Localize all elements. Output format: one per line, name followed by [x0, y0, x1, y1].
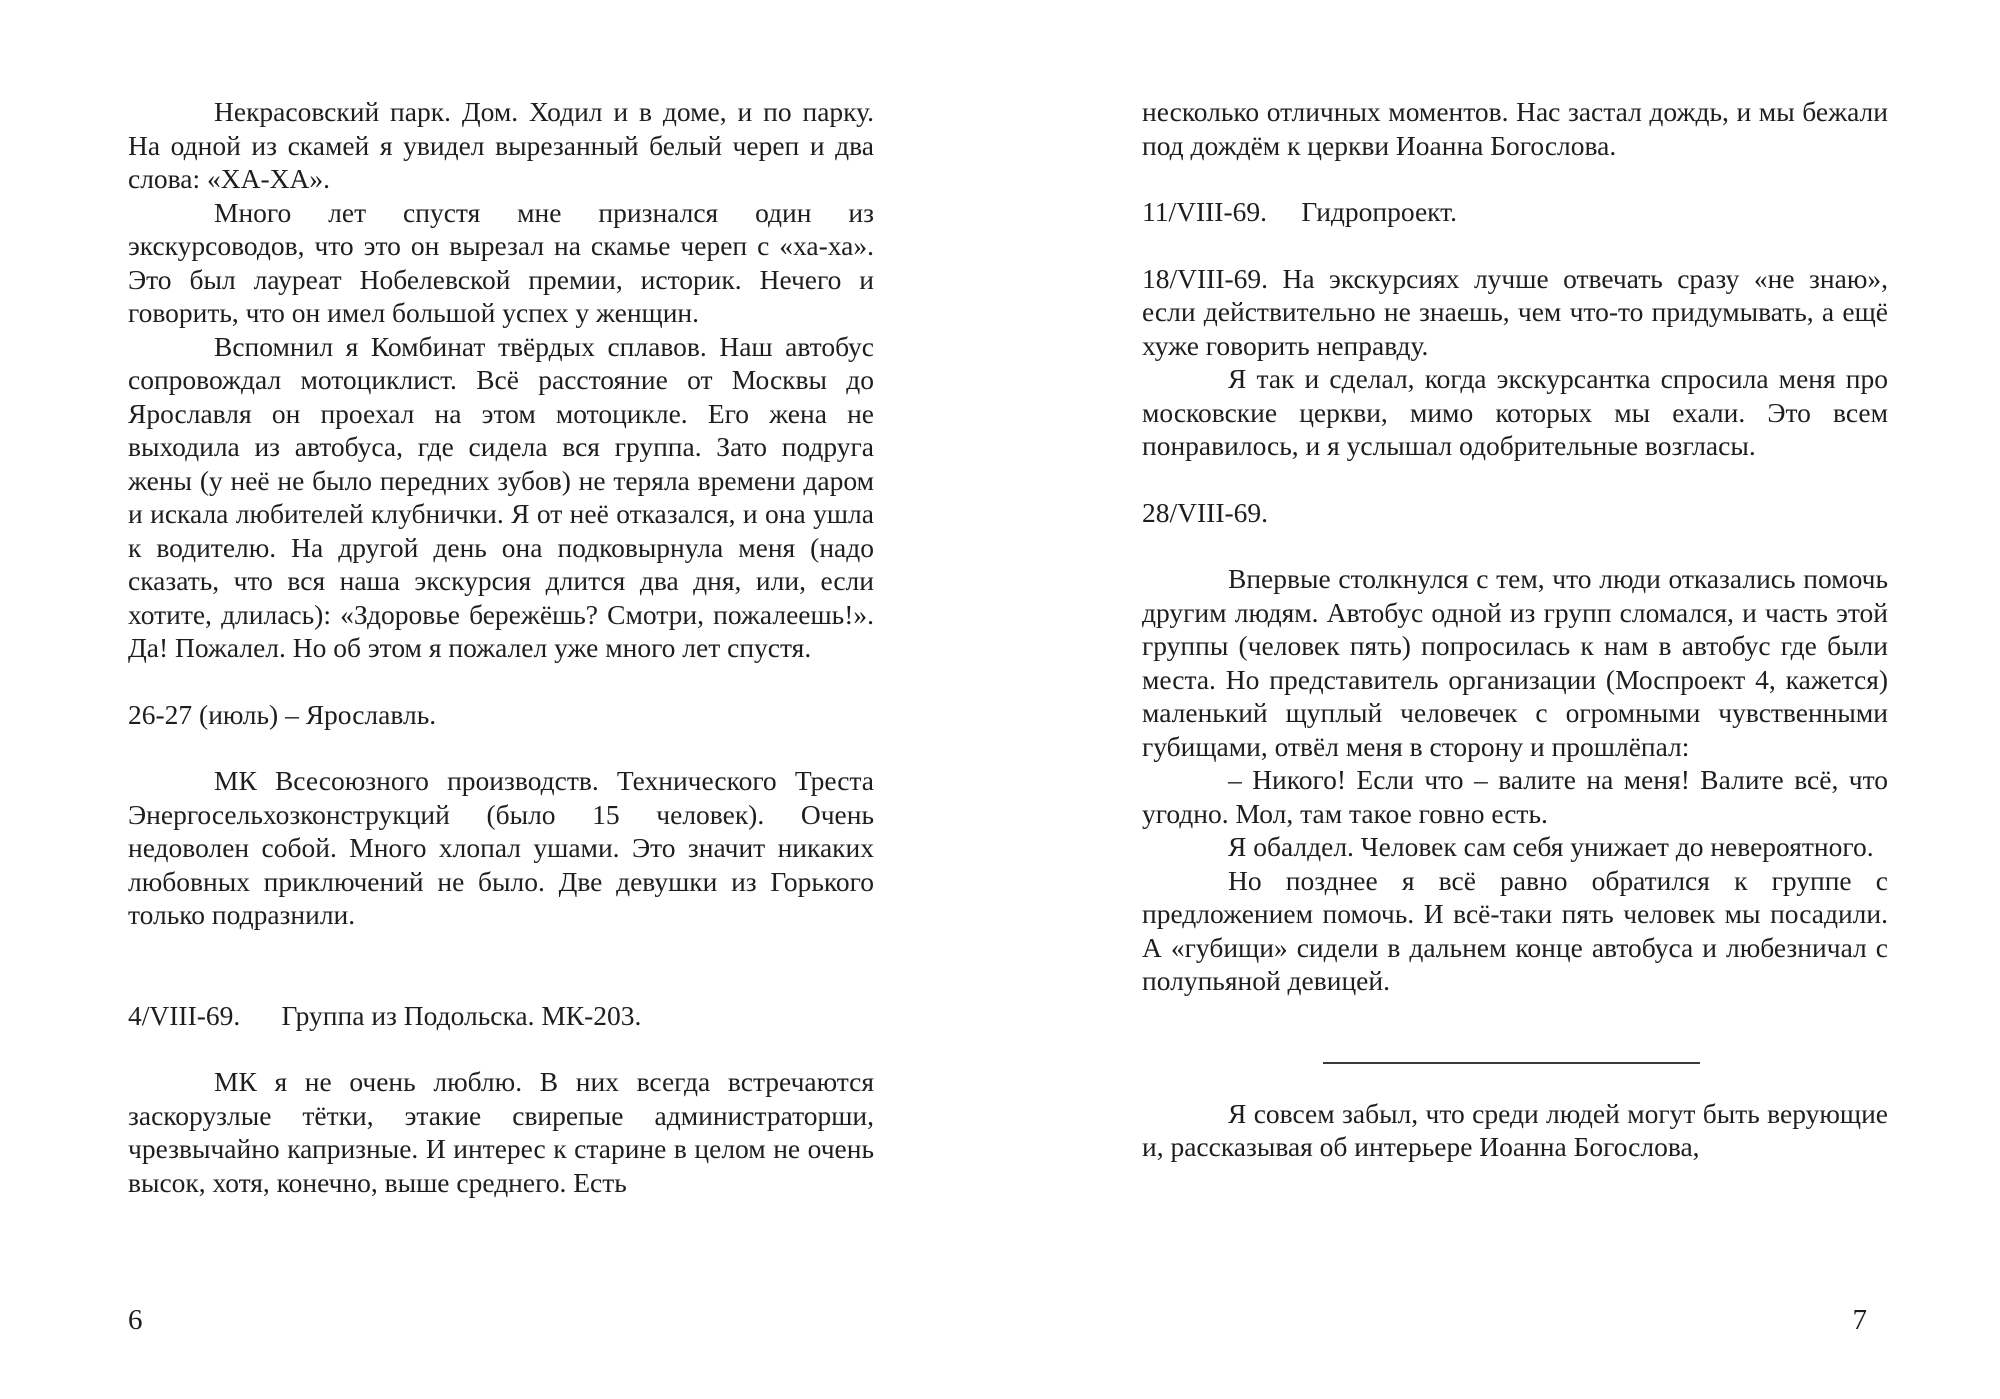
dateline: 28/VIII-69.	[1142, 496, 1269, 528]
paragraph: Много лет спустя мне признался один из экскурсоводов, что это он вырезал на скамье череп с «ха-ха». Это был лауреат Нобелевской премии, историк. Нечего и говорить, что он имел большой успех у женщин.	[128, 196, 874, 328]
dateline: 4/VIII-69. Группа из Подольска. МК-203.	[128, 999, 642, 1031]
dateline: 11/VIII-69. Гидропроект.	[1142, 196, 1458, 227]
right-page-text	[1142, 95, 1888, 1164]
paragraph: МК я не очень люблю. В них всегда встречаются заскорузлые тётки, этакие свирепые администраторши, чрезвычайно капризные. И интерес к старине в целом не очень высок, хотя, конечно, выше среднего. Есть	[128, 1066, 874, 1198]
paragraph: Я обалдел. Человек сам себя унижает до невероятного.	[1228, 831, 1874, 862]
paragraph: Я так и сделал, когда экскурсантка спросила меня про московские церкви, мимо которых мы ехали. Это всем понравилось, и я услышал одобрительные возгласы.	[1142, 363, 1888, 461]
right-page	[1000, 0, 2000, 1399]
left-page-text	[128, 95, 874, 1199]
page-number: 6	[128, 1304, 143, 1336]
paragraph: Вспомнил я Комбинат твёрдых сплавов. Наш автобус сопровождал мотоциклист. Всё расстояние от Москвы до Ярославля он проехал на этом мотоцикле. Его жена не выходила из автобуса, где сидела вся группа. Зато подруга жены (у неё не было передних зубов) не теряла времени даром и искала любителей клубнички. Я от неё отказался, и она ушла к водителю. На другой день она подковырнула меня (надо сказать, что вся наша экскурсия длится два дня, или, если хотите, длилась): «Здоровье бережёшь? Смотри, пожалеешь!». Да! Пожалел. Но об этом я пожалел уже много лет спустя.	[128, 330, 874, 663]
paragraph: 18/VIII-69. На экскурсиях лучше отвечать сразу «не знаю», если действительно не знаешь, чем что-то придумывать, а ещё хуже говорить неправду.	[1142, 262, 1888, 361]
page-number: 7	[1852, 1304, 1867, 1336]
paragraph: – Никого! Если что – валите на меня! Валите всё, что угодно. Мол, там такое говно есть.	[1142, 764, 1888, 829]
paragraph: Некрасовский парк. Дом. Ходил и в доме, и по парку. На одной из скамей я увидел вырезанный белый череп и два слова: «ХА-ХА».	[128, 96, 874, 194]
section-divider	[1323, 1062, 1700, 1064]
paragraph: Но позднее я всё равно обратился к группе с предложением помочь. И всё-таки пять человек мы посадили. А «губищи» сидели в дальнем конце автобуса и любезничал с полупьяной девицей.	[1142, 864, 1888, 996]
paragraph: МК Всесоюзного производств. Технического Треста Энергосельхозконструкций (было 15 человек). Очень недоволен собой. Много хлопал ушами. Это значит никаких любовных приключений не было. Две девушки из Горького только подразнили.	[128, 765, 874, 930]
dateline: 26-27 (июль) – Ярославль.	[128, 698, 437, 730]
paragraph: Впервые столкнулся с тем, что люди отказались помочь другим людям. Автобус одной из групп сломался, и часть этой группы (человек пять) попросилась к нам в автобус где были места. Но представитель организации (Моспроект 4, кажется) маленький щуплый человечек с огромными чувственными губищами, отвёл меня в сторону и прошлёпал:	[1142, 563, 1888, 762]
paragraph: несколько отличных моментов. Нас застал дождь, и мы бежали под дождём к церкви Иоанна Богослова.	[1142, 96, 1888, 161]
paragraph: Я совсем забыл, что среди людей могут быть верующие и, рассказывая об интерьере Иоанна Богослова,	[1142, 1097, 1888, 1162]
